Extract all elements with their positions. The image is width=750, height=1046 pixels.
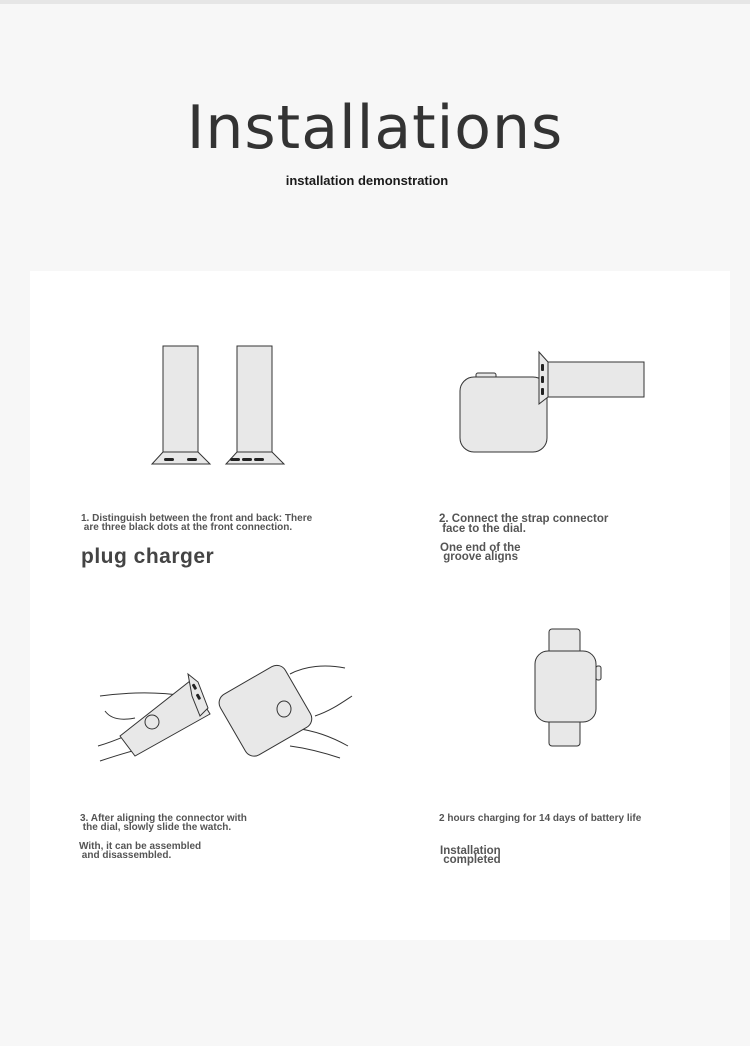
page-title: Installations <box>186 93 564 163</box>
step4-note-line1: Installation <box>440 845 501 857</box>
step3-note-line1: With, it can be assembled <box>79 841 202 852</box>
top-divider <box>0 0 750 4</box>
assembled-watch-icon <box>530 626 610 751</box>
step3-line1: 3. After aligning the connector with <box>80 813 247 824</box>
step3-note-line2: and disassembled. <box>79 850 172 861</box>
page-subtitle: installation demonstration <box>285 173 449 188</box>
step2-note-line1: One end of the <box>440 542 521 554</box>
instructions-card <box>30 271 730 940</box>
step4-note-line2: completed <box>440 854 501 866</box>
step3-line2: the dial, slowly slide the watch. <box>80 822 232 833</box>
step1-line2: are three black dots at the front connection. <box>81 522 293 533</box>
step1-note: plug charger <box>81 545 215 568</box>
strap-connect-dial-icon <box>450 346 650 461</box>
step2-note-line2: groove aligns <box>440 551 518 563</box>
step2-line1: 2. Connect the strap connector <box>439 513 609 525</box>
hands-slide-watch-icon <box>90 656 360 771</box>
strap-front-back-icon <box>150 341 290 471</box>
step1-line1: 1. Distinguish between the front and back: There <box>81 513 313 524</box>
step4-line1: 2 hours charging for 14 days of battery life <box>439 813 642 824</box>
step2-line2: face to the dial. <box>439 523 526 535</box>
